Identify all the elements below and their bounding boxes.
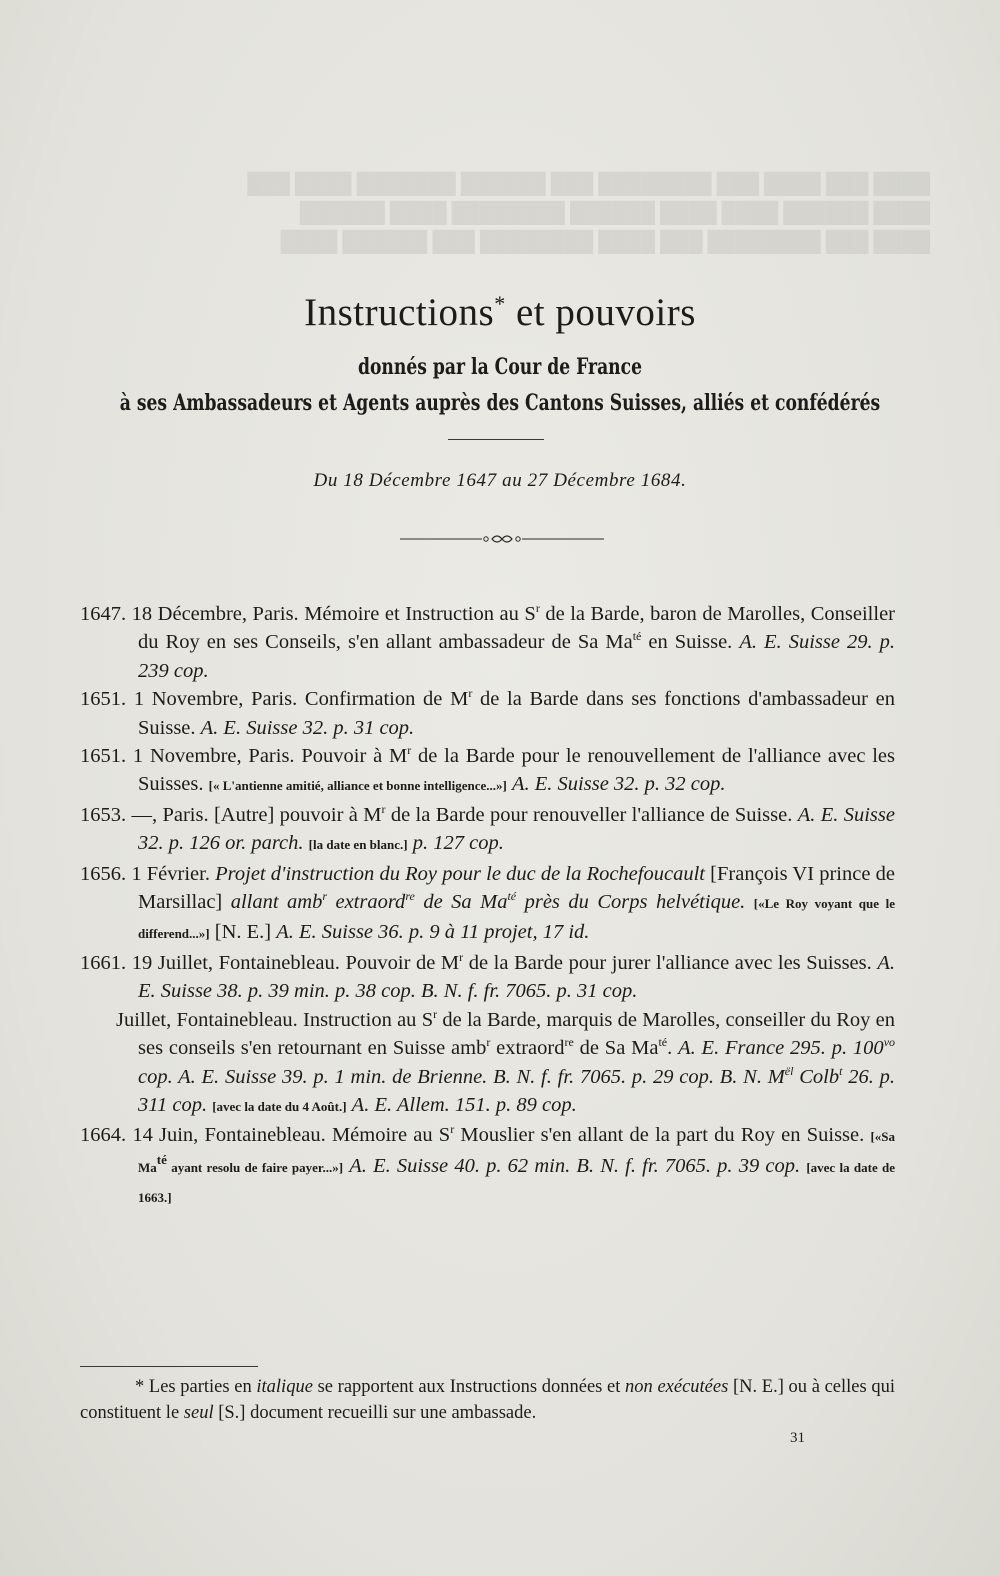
entry-1656: 1656. 1 Février. Projet d'instruction du Roy pour le duc de la Rochefoucault [François VI prince de Marsillac] allant amb$^r$ extraord$^{re}$ de Sa $Ma^{té}$ près du Corps helvétique. [«Le Roy voyant que le differend...»] [N. E.] A. E. Suisse 36. p. 9 à 11 projet, 17 id. xyxy=(80,862,895,944)
date-range: Du 18 Décembre 1647 au 27 Décembre 1684. xyxy=(313,470,687,491)
subtitle-line-1: donnés par la Cour de France xyxy=(357,354,643,380)
entries-list xyxy=(80,600,895,1213)
entry-1661-instruction: Juillet, Fontainebleau. Instruction au $S^r$ de la Barde, marquis de Marolles, conseiller du Roy en ses conseils s'en retournant en Suisse amb$^r$ extraord$^{re}$ de Sa $Ma^{té}$. A. E. France 295. p. $100^{vo}$ cop. A. E. Suisse 39. p. 1 min. de Brienne. B. N. f. fr. 7065. p. 29 cop. B. N. $M^{ël}$ Colb$^t$ 26. p. 311 cop. [avec la date du 4 Août.] A. E. Allem. 151. p. 89 cop. xyxy=(116,1006,896,1116)
subtitle-line-2: à ses Ambassadeurs et Agents auprès des Cantons Suisses, alliés et confédérés xyxy=(119,390,881,416)
entry-1661-pouvoir: 1661. 19 Juillet, Fontainebleau. Pouvoir de $M^r$ de la Barde pour jurer l'alliance avec les Suisses. A. E. Suisse 38. p. 39 min. p. 38 cop. B. N. f. fr. 7065. p. 31 cop. xyxy=(80,950,896,1003)
bleed-through-text: ████ ███ ████ ███ ████████ ███ ██████ ███████ ████ ███ ████ ██████ ████ ████ ██████ ████████ ████ ██████ ████ ███ ████████ ███ ████ ████████ ███ ██████ ████ xyxy=(247,173,930,253)
entry-1651-pouvoir: 1651. 1 Novembre, Paris. Pouvoir à $M^r$ de la Barde pour le renouvellement de l'alliance avec les Suisses. [« L'antienne amitié, alliance et bonne intelligence...»] A. E. Suisse 32. p. 32 cop. xyxy=(80,743,895,796)
page-title: Instructions* et pouvoirs xyxy=(304,291,696,334)
entry-1651-confirmation: 1651. 1 Novembre, Paris. Confirmation de $M^r$ de la Barde dans ses fonctions d'ambassadeur en Suisse. A. E. Suisse 32. p. 31 cop. xyxy=(80,686,895,739)
page-number: 31 xyxy=(790,1430,805,1446)
entry-1647: 1647. 18 Décembre, Paris. Mémoire et Instruction au $S^r$ de la Barde, baron de Marolles, Conseiller du Roy en ses Conseils, s'en allant ambassadeur de Sa $Ma^{té}$ en Suisse. A. E. Suisse 29. p. 239 cop. xyxy=(80,601,895,682)
entry-1653: 1653. —, Paris. [Autre] pouvoir à $M^r$ de la Barde pour renouveller l'alliance de Suisse. A. E. Suisse 32. p. 126 or. parch. [la date en blanc.] p. 127 cop. xyxy=(80,802,895,855)
title-rule xyxy=(448,439,544,440)
footnote: * Les parties en italique se rapportent aux Instructions données et non exécutées [N. E.] ou à celles qui constituent le seul [S.] document recueilli sur une ambassade. xyxy=(80,1377,895,1423)
ornament-divider-icon xyxy=(400,532,604,546)
footnote-rule xyxy=(80,1366,258,1367)
entry-1664: 1664. 14 Juin, Fontainebleau. Mémoire au $S^r$ Mouslier s'en allant de la part du Roy en Suisse. [«Sa $Ma^{té}$ ayant resolu de faire payer...»] A. E. Suisse 40. p. 62 min. B. N. f. fr. 7065. p. 39 cop. [avec la date de 1663.] xyxy=(80,1122,896,1206)
